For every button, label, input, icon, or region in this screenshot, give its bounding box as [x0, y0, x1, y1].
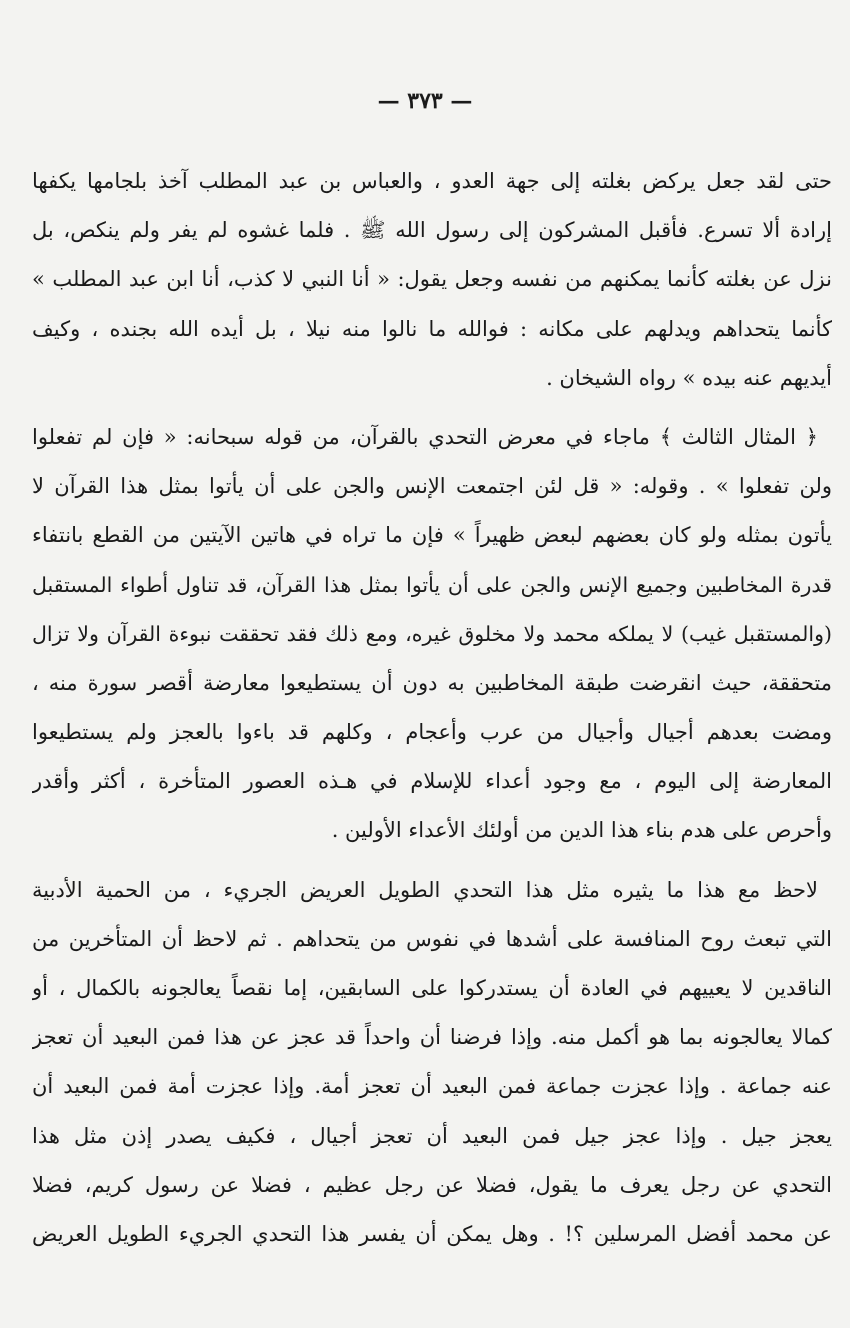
text-line: إرادة ألا تسرع. فأقبل المشركون إلى رسول الله ﷺ . فلما غشوه لم يفر ولم ينكص، بل: [32, 218, 832, 243]
text-line: التحدي عن رجل يعرف ما يقول، فضلا عن رجل عظيم ، فضلا عن رسول كريم، فضلا: [32, 1172, 832, 1197]
text-line: وأحرص على هدم بناء هذا الدين من أولئك الأعداء الأولين .: [331, 818, 832, 843]
text-line: لاحظ مع هذا ما يثيره مثل هذا التحدي الطويل العريض الجريء ، من الحمية الأدبية: [32, 877, 818, 902]
text-line: حتى لقد جعل يركض بغلته إلى جهة العدو ، والعباس بن عبد المطلب آخذ بلجامها يكفها: [32, 169, 832, 193]
text-line: يعجز جيل . وإذا عجز جيل فمن البعيد أن تعجز أجيال ، فكيف يصدر إذن مثل هذا: [32, 1123, 832, 1148]
text-line: متحققة، حيث انقرضت طبقة المخاطبين به دون أن يستطيعوا معارضة أقصر سورة منه ،: [32, 670, 832, 695]
text-line: عنه جماعة . وإذا عجزت جماعة فمن البعيد أن تعجز أمة. وإذا عجزت أمة فمن البعيد أن: [32, 1074, 832, 1099]
text-line: نزل عن بغلته كأنما يمكنهم من نفسه وجعل يقول: « أنا النبي لا كذب، أنا ابن عبد المطلب »: [32, 267, 832, 292]
text-line: ومضت بعدهم أجيال وأجيال من عرب وأعجام ، وكلهم قد باءوا بالعجز ولم يستطيعوا: [32, 720, 832, 745]
text-line: ﴿ المثال الثالث ﴾ ماجاء في معرض التحدي بالقرآن، من قوله سبحانه: « فإن لم تفعلوا: [32, 424, 818, 449]
paragraph-2: [32, 413, 832, 856]
text-line: كمالا يعالجونه بما هو أكمل منه. وإذا فرضنا أن واحداً قد عجز عن هذا فمن البعيد أن تعجز: [32, 1025, 832, 1050]
paragraph-3: [32, 866, 832, 1260]
text-line: كأنما يتحداهم ويدلهم على مكانه : فوالله ما نالوا منه نيلا ، بل أيده الله بجنده ، وكيف: [32, 316, 832, 341]
text-line: عن محمد أفضل المرسلين ؟! . وهل يمكن أن يفسر هذا التحدي الجريء الطويل العريض: [32, 1221, 832, 1246]
text-line: (والمستقبل غيب) لا يملكه محمد ولا مخلوق غيره، ومع ذلك فقد تحققت نبوءة القرآن ولا تزال: [32, 621, 832, 646]
body-text: [32, 157, 832, 1259]
text-line: أيديهم عنه بيده » رواه الشيخان .: [546, 365, 832, 390]
text-line: يأتون بمثله ولو كان بعضهم لبعض ظهيراً » فإن ما تراه في هاتين الآيتين من القطع بانتفاء: [32, 523, 832, 548]
text-line: الناقدين لا يعييهم في العادة أن يستدركوا على السابقين، إما نقصاً يعالجونه بالكمال ، أو: [32, 976, 832, 1000]
text-line: التي تبعث روح المنافسة على أشدها في نفوس من يتحداهم . ثم لاحظ أن المتأخرين من: [32, 926, 832, 951]
paragraph-1: [32, 157, 832, 403]
text-line: قدرة المخاطبين وجميع الإنس والجن على أن يأتوا بمثل هذا القرآن، قد تناول أطواء المستقبل: [32, 572, 832, 597]
text-line: ولن تفعلوا » . وقوله: « قل لئن اجتمعت الإنس والجن على أن يأتوا بمثل هذا القرآن لا: [32, 474, 832, 499]
page-number: — ٣٧٣ —: [377, 88, 473, 114]
text-line: المعارضة إلى اليوم ، مع وجود أعداء للإسلام في هـذه العصور المتأخرة ، أكثر وأقدر: [32, 769, 832, 794]
